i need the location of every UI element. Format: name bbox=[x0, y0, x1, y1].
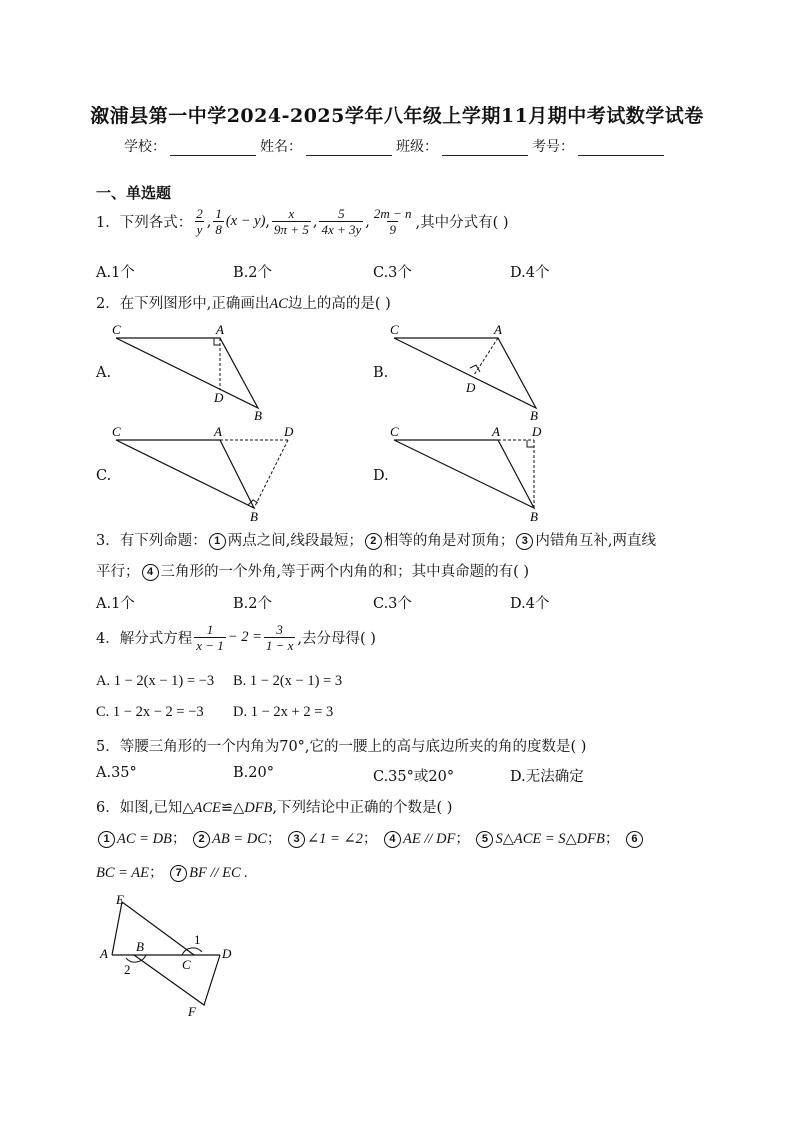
label-b: B bbox=[530, 408, 538, 423]
class-label: 班级： bbox=[396, 139, 438, 155]
question-tail: ,去分母得( ) bbox=[297, 631, 376, 647]
q5-option-b[interactable]: B.20° bbox=[233, 765, 274, 781]
circled-number: 2 bbox=[365, 533, 382, 550]
q5-option-a[interactable]: A.35° bbox=[96, 765, 137, 781]
label-b: B bbox=[250, 509, 258, 524]
label-d: D bbox=[284, 424, 294, 439]
circled-number: 3 bbox=[516, 533, 533, 550]
q2-option-c[interactable]: C. bbox=[96, 468, 112, 484]
q3-option-c[interactable]: C.3个 bbox=[373, 596, 412, 612]
label-a: A bbox=[494, 322, 502, 337]
expression: (x − y) bbox=[225, 213, 266, 229]
label-a: A bbox=[216, 322, 224, 337]
figure-a bbox=[108, 318, 268, 424]
fraction-5: $\frac{2m - n}{9}$ bbox=[373, 206, 412, 237]
circled-number: 6 bbox=[626, 831, 643, 848]
fraction-1: $\frac{2}{y}$ bbox=[196, 206, 203, 237]
q1-option-b[interactable]: B.2个 bbox=[233, 265, 272, 281]
label-c: C bbox=[112, 424, 121, 439]
circled-number: 3 bbox=[288, 831, 305, 848]
school-label: 学校： bbox=[124, 139, 166, 155]
q4-option-a[interactable]: A. 1 − 2(x − 1) = −3 bbox=[96, 673, 215, 689]
label-b: B bbox=[530, 509, 538, 524]
circled-number: 1 bbox=[98, 831, 115, 848]
school-blank[interactable] bbox=[170, 141, 256, 156]
circled-number: 1 bbox=[209, 533, 226, 550]
question-3-line-1: 3．有下列命题： 1 两点之间,线段最短； 2 相等的角是对顶角； 3 内错角互补,两直线 bbox=[96, 533, 656, 549]
q4-option-c[interactable]: C. 1 − 2x − 2 = −3 bbox=[96, 704, 204, 720]
question-text: 4．解分式方程 bbox=[96, 631, 193, 647]
figure-c bbox=[108, 422, 308, 526]
question-number: 1． bbox=[96, 215, 120, 231]
q2-option-a[interactable]: A. bbox=[96, 365, 112, 381]
label-c: C bbox=[112, 322, 121, 337]
class-blank[interactable] bbox=[442, 141, 528, 156]
label-angle-1: 1 bbox=[194, 932, 201, 947]
question-2 bbox=[96, 292, 391, 313]
q5-option-c[interactable]: C.35°或20° bbox=[373, 769, 455, 785]
fraction-3: $\frac{x}{9\pi + 5}$ bbox=[274, 206, 309, 237]
expression: − 2 = bbox=[227, 629, 262, 645]
question-4 bbox=[96, 622, 376, 653]
figure-d bbox=[386, 422, 556, 526]
question-6-statements: 1 AC = DB； 2 AB = DC； 3 ∠1 = ∠2； 4 AE // DF； 5 S△ACE = S△DFB； 6 bbox=[96, 827, 645, 848]
label-c: C bbox=[182, 957, 191, 972]
number-blank[interactable] bbox=[578, 141, 664, 156]
question-text: 下列各式： bbox=[119, 215, 193, 231]
label-d: D bbox=[532, 424, 542, 439]
label-d: D bbox=[214, 390, 224, 405]
label-f: F bbox=[188, 1004, 196, 1019]
q4-option-d[interactable]: D. 1 − 2x + 2 = 3 bbox=[233, 704, 334, 720]
q4-option-b[interactable]: B. 1 − 2(x − 1) = 3 bbox=[233, 673, 343, 689]
label-angle-2: 2 bbox=[124, 962, 131, 977]
section-heading: 一、单选题 bbox=[96, 184, 172, 202]
circled-number: 4 bbox=[384, 831, 401, 848]
name-blank[interactable] bbox=[306, 141, 392, 156]
page-title: 溆浦县第一中学2024-2025学年八年级上学期11月期中考试数学试卷 bbox=[90, 105, 704, 127]
q1-option-d[interactable]: D.4个 bbox=[510, 265, 550, 281]
figure-q6 bbox=[96, 890, 246, 1020]
q5-option-d[interactable]: D.无法确定 bbox=[510, 769, 584, 785]
label-d: D bbox=[466, 380, 476, 395]
q1-option-c[interactable]: C.3个 bbox=[373, 265, 412, 281]
q3-option-d[interactable]: D.4个 bbox=[510, 596, 550, 612]
question-5: 5．等腰三角形的一个内角为70°,它的一腰上的高与底边所夹的角的度数是( ) bbox=[96, 739, 587, 755]
label-b: B bbox=[254, 408, 262, 423]
question-text: 2．在下列图形中,正确画出 bbox=[96, 296, 270, 312]
fraction-4: $\frac{5}{4x + 3y}$ bbox=[321, 206, 362, 237]
figure-b bbox=[386, 318, 546, 424]
question-3-line-2: 平行； 4 三角形的一个外角,等于两个内角的和；其中真命题的有( ) bbox=[96, 564, 530, 580]
q1-option-a[interactable]: A.1个 bbox=[96, 265, 135, 281]
number-label: 考号： bbox=[532, 139, 574, 155]
label-a: A bbox=[492, 424, 500, 439]
question-tail: ,其中分式有( ) bbox=[415, 215, 509, 231]
circled-number: 4 bbox=[142, 564, 159, 581]
segment-label: AC bbox=[269, 296, 288, 312]
question-1: 1． 下列各式： $\frac{2}{y}$ , $\frac{1}{8}$ (x − y) , $\frac{x}{9\pi + 5}$ , $\frac{5}{4x + 3y}$ , $\frac{2m - n}{9}$ ,其中分式有( ) bbox=[96, 206, 509, 237]
label-e: E bbox=[116, 892, 124, 907]
label-d: D bbox=[222, 946, 232, 961]
q3-option-b[interactable]: B.2个 bbox=[233, 596, 272, 612]
circled-number: 7 bbox=[170, 865, 187, 882]
label-b: B bbox=[136, 939, 144, 954]
label-a: A bbox=[214, 424, 222, 439]
label-c: C bbox=[390, 322, 399, 337]
name-label: 姓名： bbox=[260, 139, 302, 155]
q3-option-a[interactable]: A.1个 bbox=[96, 596, 135, 612]
question-6: 6．如图,已知△ACE≌△DFB,下列结论中正确的个数是( ) bbox=[96, 800, 453, 816]
fraction-2: $\frac{3}{1 - x}$ bbox=[265, 622, 294, 653]
q2-option-d[interactable]: D. bbox=[373, 468, 389, 484]
question-6-statements-2: BC = AE； 7 BF // EC . bbox=[96, 865, 248, 881]
question-tail: 边上的高的是( ) bbox=[287, 296, 391, 312]
student-info-row bbox=[124, 136, 668, 156]
label-a: A bbox=[100, 946, 108, 961]
q2-option-b[interactable]: B. bbox=[373, 365, 389, 381]
circled-number: 5 bbox=[476, 831, 493, 848]
label-c: C bbox=[390, 424, 399, 439]
circled-number: 2 bbox=[193, 831, 210, 848]
fraction-1: $\frac{1}{x - 1}$ bbox=[196, 622, 224, 653]
fraction-2: $\frac{1}{8}$ bbox=[215, 206, 222, 237]
